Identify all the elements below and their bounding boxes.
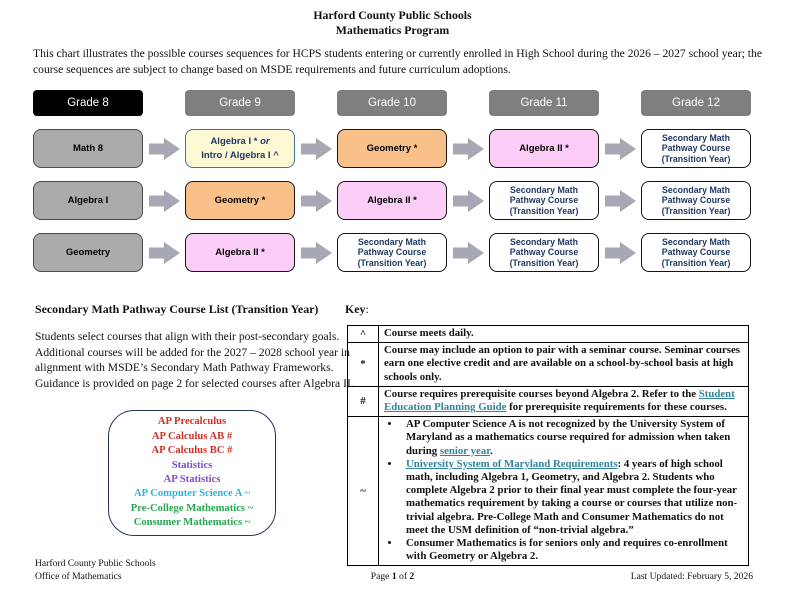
text-segment: or xyxy=(260,136,270,147)
text-segment: Secondary Math xyxy=(510,236,578,247)
text-segment: Intro / Algebra I ^ xyxy=(201,149,279,161)
pathway-course-item: AP Statistics xyxy=(163,474,221,485)
text-segment: AP Computer Science A is not recognized by the University System of Maryland as a mathematics course required for admission when taken during xyxy=(406,418,731,457)
text-segment: Pathway Course xyxy=(509,195,579,206)
course-box-row2-col2 xyxy=(185,181,295,220)
text-segment: Algebra I xyxy=(67,194,109,206)
course-box-line xyxy=(510,258,579,269)
key-bullet-item xyxy=(401,537,743,563)
text-segment: for prerequisite requirements for these courses. xyxy=(506,401,727,414)
course-box-line xyxy=(662,206,731,217)
text-segment: Pathway Course xyxy=(509,247,579,258)
pathway-section-heading: Secondary Math Pathway Course List (Transition Year) xyxy=(35,302,319,316)
text-segment: (Transition Year) xyxy=(357,257,427,268)
text-segment: Geometry * xyxy=(366,142,418,154)
course-box-line xyxy=(662,258,731,269)
course-box-row1-col3 xyxy=(337,129,447,168)
arrow-slot xyxy=(143,129,185,168)
key-description xyxy=(379,343,749,387)
course-box-line xyxy=(358,258,427,269)
course-box-line xyxy=(73,143,103,155)
course-box-line xyxy=(510,237,578,248)
course-box-line xyxy=(510,185,578,196)
arrow-slot xyxy=(295,129,337,168)
arrow-slot xyxy=(447,181,489,220)
text-segment: Secondary Math xyxy=(662,132,730,143)
course-box-row2-col1 xyxy=(33,181,143,220)
course-box-line xyxy=(662,195,730,206)
text-segment: Secondary Math xyxy=(662,236,730,247)
key-description xyxy=(379,417,749,566)
course-box-line xyxy=(510,247,578,258)
key-row- xyxy=(348,326,749,343)
course-box-row2-col4 xyxy=(489,181,599,220)
pathway-course-item: Consumer Mathematics ~ xyxy=(133,517,251,529)
key-symbol: ~ xyxy=(348,417,379,566)
footer-org-line1: Harford County Public Schools xyxy=(35,558,156,569)
key-row- xyxy=(348,343,749,387)
text-segment: Pathway Course xyxy=(357,247,427,258)
course-box-line xyxy=(68,195,109,207)
text-segment: (Transition Year) xyxy=(661,257,731,268)
footer-page-number: 1 xyxy=(391,571,397,582)
arrow-slot xyxy=(143,233,185,272)
arrow-slot xyxy=(143,181,185,220)
course-box-row3-col1 xyxy=(33,233,143,272)
header-spacer xyxy=(447,90,489,116)
text-segment: Pathway Course xyxy=(661,247,731,258)
pathway-course-item: AP Computer Science A ~ xyxy=(134,488,250,500)
course-box-line xyxy=(662,133,730,144)
course-box-row1-col5 xyxy=(641,129,751,168)
arrow-right-icon xyxy=(149,190,180,212)
text-segment: Pathway Course xyxy=(661,143,731,154)
course-box-line xyxy=(367,195,417,207)
course-box-row1-col2 xyxy=(185,129,295,168)
text-segment: Consumer Mathematics is for seniors only and requires co-enrollment with Geometry or Algebra 2. xyxy=(406,537,728,563)
key-symbol: ^ xyxy=(348,326,379,343)
arrow-slot xyxy=(599,233,641,272)
footer-page-prefix: Page xyxy=(370,571,392,582)
text-segment: Secondary Math xyxy=(358,236,426,247)
text-segment: Pathway Course xyxy=(661,195,731,206)
grade-header-grade-9: Grade 9 xyxy=(185,90,295,116)
course-box-line xyxy=(662,185,730,196)
pathway-course-item: Pre-College Mathematics ~ xyxy=(130,502,254,514)
text-segment: Course meets daily. xyxy=(384,327,474,339)
text-segment: Course requires prerequisite courses beyond Algebra 2. Refer to the xyxy=(384,387,699,400)
course-box-row2-col5 xyxy=(641,181,751,220)
course-box-line xyxy=(510,206,579,217)
course-box-row3-col4 xyxy=(489,233,599,272)
text-segment: Course may include an option to pair with a seminar course. Seminar courses earn one elective credit and are available on a school-by-school basis at high schools only. xyxy=(384,344,741,383)
course-box-line xyxy=(215,195,266,207)
header-spacer xyxy=(295,90,337,116)
course-box-line xyxy=(367,143,418,155)
arrow-right-icon xyxy=(301,190,332,212)
arrow-right-icon xyxy=(605,242,636,264)
course-box-line xyxy=(358,237,426,248)
course-sequence-flowchart xyxy=(33,90,753,285)
arrow-slot xyxy=(599,181,641,220)
course-box-row1-col4 xyxy=(489,129,599,168)
text-segment: (Transition Year) xyxy=(509,257,579,268)
arrow-slot xyxy=(295,181,337,220)
document-title xyxy=(0,8,785,38)
grade-header-grade-12: Grade 12 xyxy=(641,90,751,116)
key-table-body xyxy=(348,326,749,566)
arrow-slot xyxy=(447,129,489,168)
course-box-row3-col3 xyxy=(337,233,447,272)
pathway-course-list-box xyxy=(108,410,276,536)
link-senior-year[interactable]: senior year xyxy=(439,444,490,457)
arrow-right-icon xyxy=(605,190,636,212)
link-student-education-planning-guide[interactable]: Student Education Planning Guide xyxy=(384,387,735,414)
course-box-line xyxy=(215,247,265,259)
link-university-system-of-maryland-requirements[interactable]: University System of Maryland Requirements xyxy=(406,457,618,470)
course-box-line xyxy=(662,237,730,248)
sequence-row-3 xyxy=(33,233,753,272)
arrow-right-icon xyxy=(301,138,332,160)
footer-last-updated: Last Updated: February 5, 2026 xyxy=(630,571,753,582)
course-box-row1-col1 xyxy=(33,129,143,168)
document-title-line1: Harford County Public Schools xyxy=(313,8,472,22)
key-bullet-item xyxy=(401,458,743,537)
footer-page-total: 2 xyxy=(409,571,415,582)
course-box-line xyxy=(66,247,110,259)
pathway-course-item: AP Calculus BC # xyxy=(151,445,233,457)
course-box-line xyxy=(662,247,730,258)
sequence-row-1 xyxy=(33,129,753,168)
document-title-line2: Mathematics Program xyxy=(335,23,450,37)
pathway-section-body: Students select courses that align with their post-secondary goals. Additional courses will be added for the 2027 – 2028 school year in alignment with MSDE’s Secondary Math Pathway Frameworks. Guidance is provided on page 2 for selected courses after Algebra II. xyxy=(35,330,354,390)
arrow-right-icon xyxy=(301,242,332,264)
text-segment: Algebra II * xyxy=(367,194,417,206)
course-box-line xyxy=(201,149,279,163)
pathway-course-item: Statistics xyxy=(171,459,213,471)
text-segment: . xyxy=(490,444,493,457)
course-box-line xyxy=(358,247,426,258)
key-bullet-item xyxy=(401,418,743,458)
text-segment: (Transition Year) xyxy=(661,153,731,164)
course-box-line xyxy=(662,154,731,165)
course-box-row3-col5 xyxy=(641,233,751,272)
key-row- xyxy=(348,386,749,416)
course-box-row3-col2 xyxy=(185,233,295,272)
text-segment: Secondary Math xyxy=(662,184,730,195)
intro-paragraph: This chart illustrates the possible courses sequences for HCPS students entering or currently enrolled in High School during the 2026 – 2027 school year; the course sequences are subject to change based on MSDE requirements and future curriculum adoptions. xyxy=(33,47,762,76)
arrow-right-icon xyxy=(605,138,636,160)
text-segment: Secondary Math xyxy=(510,184,578,195)
pathway-course-item: AP Calculus AB # xyxy=(151,430,233,442)
course-box-line xyxy=(662,143,730,154)
grade-header-grade-11: Grade 11 xyxy=(489,90,599,116)
key-symbol: * xyxy=(348,343,379,387)
text-segment: (Transition Year) xyxy=(661,205,731,216)
key-label xyxy=(345,302,369,317)
arrow-right-icon xyxy=(149,242,180,264)
arrow-slot xyxy=(447,233,489,272)
text-segment: : 4 years of high school math, including Algebra 1, Geometry, and Algebra 2. Students who complete Algebra 2 prior to their final year must complete the four-year mathematics requirement by taking a course or courses that utilize non-trivial algebra. Pre-College Math and Consumer Mathematics do not meet the USM definition of “non-trivial algebra.” xyxy=(406,457,738,536)
arrow-right-icon xyxy=(453,190,484,212)
arrow-right-icon xyxy=(149,138,180,160)
text-segment: Algebra II * xyxy=(519,142,569,154)
key-symbol: # xyxy=(348,386,379,416)
text-segment: Geometry xyxy=(65,246,111,258)
arrow-slot xyxy=(295,233,337,272)
pathway-course-item: AP Precalculus xyxy=(157,416,227,428)
key-description xyxy=(379,326,749,343)
footer-page-of: of xyxy=(396,571,410,582)
grade-header-row xyxy=(33,90,753,116)
key-label-text: Key xyxy=(345,302,366,316)
key-label-colon: : xyxy=(365,302,369,316)
course-box-line xyxy=(519,143,569,155)
course-box-line xyxy=(210,135,269,149)
grade-header-grade-8: Grade 8 xyxy=(33,90,143,116)
arrow-slot xyxy=(599,129,641,168)
course-box-line xyxy=(510,195,578,206)
header-spacer xyxy=(599,90,641,116)
grade-header-grade-10: Grade 10 xyxy=(337,90,447,116)
arrow-right-icon xyxy=(453,242,484,264)
text-segment: Algebra II * xyxy=(215,246,265,258)
text-segment: (Transition Year) xyxy=(509,205,579,216)
key-table xyxy=(347,325,749,566)
header-spacer xyxy=(143,90,185,116)
key-row- xyxy=(348,417,749,566)
arrow-right-icon xyxy=(453,138,484,160)
course-box-row2-col3 xyxy=(337,181,447,220)
text-segment: Algebra I * xyxy=(210,136,261,147)
key-description xyxy=(379,386,749,416)
text-segment: Geometry * xyxy=(214,194,266,206)
footer-org-line2: Office of Mathematics xyxy=(35,570,122,582)
sequence-row-2 xyxy=(33,181,753,220)
key-bullet-list xyxy=(384,418,743,563)
text-segment: Math 8 xyxy=(72,142,104,154)
